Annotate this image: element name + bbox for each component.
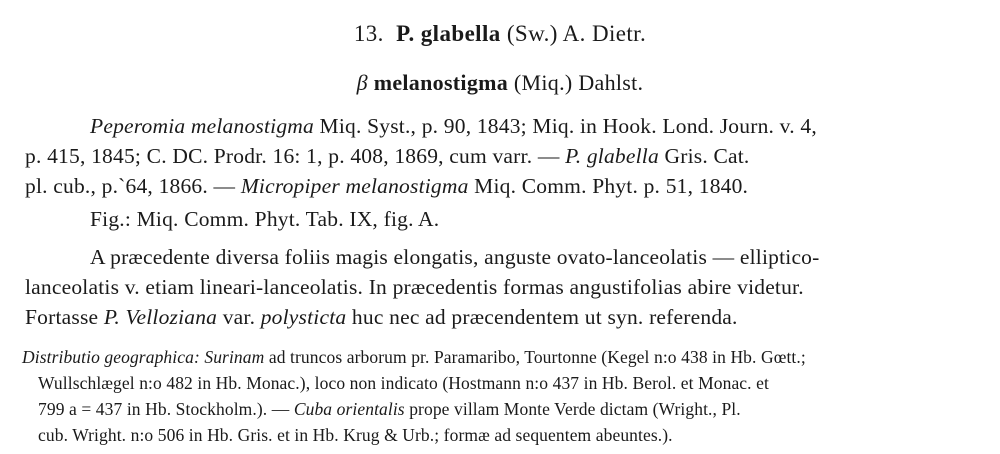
description-text: var. <box>217 305 261 329</box>
description-text: Fortasse <box>25 305 104 329</box>
species-genus: P. <box>396 21 415 46</box>
species-author: (Sw.) A. Dietr. <box>506 21 647 46</box>
description-line-2: lanceolatis v. etiam lineari-lanceolatis. In præcedentis formas angustifolias abire videtur. <box>25 275 804 299</box>
species-number: 13. <box>353 21 384 46</box>
distribution-text: 799 a = 437 in Hb. Stockholm.). — <box>38 399 294 419</box>
synonym-name: Micropiper melanostigma <box>240 174 469 198</box>
variety-heading <box>0 72 1000 94</box>
description-line-1: A præcedente diversa foliis magis elongatis, anguste ovato-lanceolatis — elliptico- <box>90 245 820 269</box>
synonym-name: Peperomia melanostigma <box>90 114 314 138</box>
figure-reference: Fig.: Miq. Comm. Phyt. Tab. IX, fig. A. <box>90 207 440 231</box>
distribution-line-2: Wullschlægel n:o 482 in Hb. Monac.), loco non indicato (Hostmann n:o 437 in Hb. Berol. et Monac. et <box>38 373 769 393</box>
variety-name: melanostigma <box>373 70 509 95</box>
synonym-citation: Miq. Syst., p. 90, 1843; Miq. in Hook. Lond. Journ. v. 4, <box>313 114 817 138</box>
description-text: huc nec ad præcendentem ut syn. referenda. <box>346 305 738 329</box>
distribution-text: prope villam Monte Verde dictam (Wright., Pl. <box>404 399 741 419</box>
distribution-label: Distributio geographica: Surinam <box>22 347 265 367</box>
description-line-3 <box>25 307 738 329</box>
synonymy-line-2 <box>25 146 750 168</box>
synonym-citation: pl. cub., p.`64, 1866. — <box>25 174 241 198</box>
synonym-name: P. glabella <box>565 144 659 168</box>
distribution-line-4: cub. Wright. n:o 506 in Hb. Gris. et in Hb. Krug & Urb.; formæ ad sequentem abeuntes.). <box>38 425 673 445</box>
distribution-place: Cuba orientalis <box>293 399 405 419</box>
distribution-text: ad truncos arborum pr. Paramaribo, Tourtonne (Kegel n:o 438 in Hb. Gœtt.; <box>264 347 806 367</box>
taxon-name: polysticta <box>260 305 347 329</box>
variety-greek-letter: β <box>356 70 368 95</box>
distribution-line-3 <box>38 401 741 419</box>
taxon-name: P. Velloziana <box>103 305 218 329</box>
synonym-citation: p. 415, 1845; C. DC. Prodr. 16: 1, p. 408, 1869, cum varr. — <box>25 144 566 168</box>
species-heading <box>0 22 1000 45</box>
synonym-citation: Miq. Comm. Phyt. p. 51, 1840. <box>468 174 749 198</box>
variety-author: (Miq.) Dahlst. <box>513 70 644 95</box>
synonymy-line-1 <box>90 116 817 138</box>
synonymy-line-3 <box>25 176 748 198</box>
synonym-citation: Gris. Cat. <box>658 144 750 168</box>
species-epithet: glabella <box>420 21 501 46</box>
distribution-line-1 <box>22 349 806 367</box>
